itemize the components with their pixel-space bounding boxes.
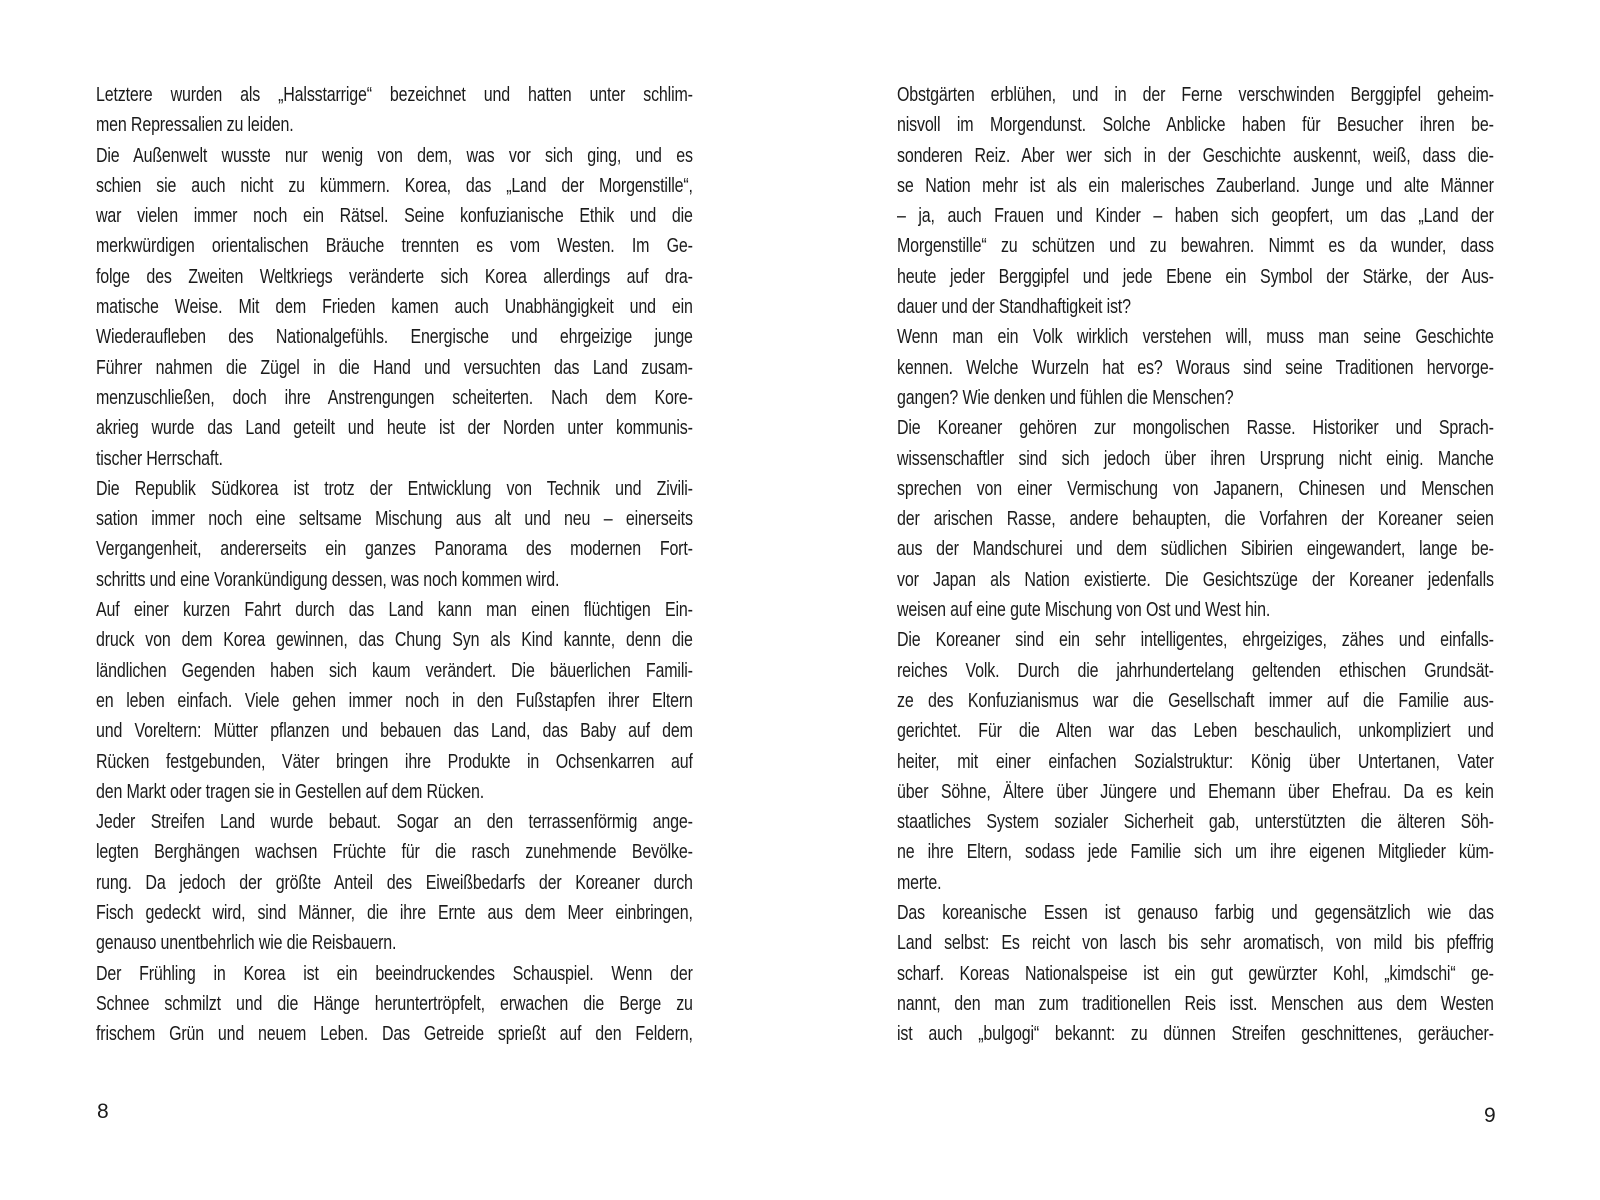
text-line: genauso unentbehrlich wie die Reisbauern.	[96, 932, 397, 955]
text-line: Auf einer kurzen Fahrt durch das Land kann man einen flüchtigen Ein-	[96, 599, 693, 622]
text-line: schritts und eine Vorankündigung dessen, was noch kommen wird.	[96, 568, 560, 591]
text-line: Morgenstille“ zu schützen und zu bewahren. Nimmt es da wunder, dass	[897, 235, 1494, 258]
text-line: Letztere wurden als „Halsstarrige“ bezeichnet und hatten unter schlim-	[96, 84, 693, 106]
text-line: frischem Grün und neuem Leben. Das Getreide sprießt auf den Feldern,	[96, 1023, 693, 1046]
text-line: Obstgärten erblühen, und in der Ferne verschwinden Berggipfel geheim-	[897, 84, 1494, 106]
text-line: kennen. Welche Wurzeln hat es? Woraus sind seine Traditionen hervorge-	[897, 356, 1494, 379]
text-line: heute jeder Berggipfel und jede Ebene ein Symbol der Stärke, der Aus-	[897, 265, 1494, 288]
text-line: Die Außenwelt wusste nur wenig von dem, was vor sich ging, und es	[96, 144, 693, 167]
text-line: Vergangenheit, andererseits ein ganzes Panorama des modernen Fort-	[96, 538, 693, 561]
text-line: merte.	[897, 871, 942, 894]
text-line: über Söhne, Ältere über Jüngere und Ehemann über Ehefrau. Da es kein	[897, 780, 1494, 803]
text-line: Der Frühling in Korea ist ein beeindruckendes Schauspiel. Wenn der	[96, 962, 693, 985]
text-line: Führer nahmen die Zügel in die Hand und versuchten das Land zusam-	[96, 356, 693, 379]
text-line: sation immer noch eine seltsame Mischung aus alt und neu – einerseits	[96, 508, 693, 531]
text-line: vor Japan als Nation existierte. Die Gesichtszüge der Koreaner jedenfalls	[897, 568, 1494, 591]
text-line: gangen? Wie denken und fühlen die Menschen?	[897, 386, 1234, 409]
text-line: matische Weise. Mit dem Frieden kamen auch Unabhängigkeit und ein	[96, 296, 693, 319]
text-line: reiches Volk. Durch die jahrhundertelang geltenden ethischen Grundsät-	[897, 659, 1494, 682]
text-line: war vielen immer noch ein Rätsel. Seine konfuzianische Ethik und die	[96, 205, 693, 228]
text-line: staatliches System sozialer Sicherheit gab, unterstützten die älteren Söh-	[897, 811, 1494, 834]
text-line: legten Berghängen wachsen Früchte für die rasch zunehmende Bevölke-	[96, 841, 693, 864]
text-line: aus der Mandschurei und dem südlichen Sibirien eingewandert, lange be-	[897, 538, 1494, 561]
text-line: rung. Da jedoch der größte Anteil des Eiweißbedarfs der Koreaner durch	[96, 871, 693, 894]
text-line: den Markt oder tragen sie in Gestellen auf dem Rücken.	[96, 780, 485, 803]
text-line: ze des Konfuzianismus war die Gesellschaft immer auf die Familie aus-	[897, 689, 1494, 712]
text-line: Rücken festgebunden, Väter bringen ihre Produkte in Ochsenkarren auf	[96, 750, 693, 773]
text-line: ländlichen Gegenden haben sich kaum verändert. Die bäuerlichen Famili-	[96, 659, 693, 682]
page-number-left: 8	[97, 1100, 109, 1123]
text-line: heiter, mit einer einfachen Sozialstruktur: König über Untertanen, Vater	[897, 750, 1494, 773]
text-line: en leben einfach. Viele gehen immer noch in den Fußstapfen ihrer Eltern	[96, 689, 693, 712]
text-line: weisen auf eine gute Mischung von Ost und West hin.	[897, 599, 1271, 622]
text-line: Die Koreaner gehören zur mongolischen Rasse. Historiker und Sprach-	[897, 417, 1494, 440]
text-line: druck von dem Korea gewinnen, das Chung Syn als Kind kannte, denn die	[96, 629, 693, 652]
text-line: gerichtet. Für die Alten war das Leben beschaulich, unkompliziert und	[897, 720, 1494, 743]
text-line: Das koreanische Essen ist genauso farbig und gegensätzlich wie das	[897, 902, 1494, 925]
text-line: Wenn man ein Volk wirklich verstehen will, muss man seine Geschichte	[897, 326, 1494, 349]
text-line: se Nation mehr ist als ein malerisches Zauberland. Junge und alte Männer	[897, 174, 1494, 197]
page-left-text-block	[96, 80, 693, 1050]
page-right-text-block	[897, 80, 1494, 1050]
text-line: Land selbst: Es reicht von lasch bis sehr aromatisch, von mild bis pfeffrig	[897, 932, 1494, 955]
text-line: Jeder Streifen Land wurde bebaut. Sogar an den terrassenförmig ange-	[96, 811, 693, 834]
text-line: Wiederaufleben des Nationalgefühls. Energische und ehrgeizige junge	[96, 326, 693, 349]
text-line: folge des Zweiten Weltkriegs veränderte sich Korea allerdings auf dra-	[96, 265, 693, 288]
text-line: tischer Herrschaft.	[96, 447, 223, 470]
text-line: merkwürdigen orientalischen Bräuche trennten es vom Westen. Im Ge-	[96, 235, 693, 258]
text-line: ne ihre Eltern, sodass jede Familie sich um ihre eigenen Mitglieder küm-	[897, 841, 1494, 864]
text-line: nisvoll im Morgendunst. Solche Anblicke haben für Besucher ihren be-	[897, 114, 1494, 137]
text-line: akrieg wurde das Land geteilt und heute ist der Norden unter kommunis-	[96, 417, 693, 440]
text-line: nannt, den man zum traditionellen Reis isst. Menschen aus dem Westen	[897, 992, 1494, 1015]
page-number-right: 9	[1484, 1104, 1496, 1127]
text-line: schien sie auch nicht zu kümmern. Korea, das „Land der Morgenstille“,	[96, 174, 693, 197]
text-line: wissenschaftler sind sich jedoch über ihren Ursprung nicht einig. Manche	[897, 447, 1494, 470]
text-line: scharf. Koreas Nationalspeise ist ein gut gewürzter Kohl, „kimdschi“ ge-	[897, 962, 1494, 985]
text-line: Die Republik Südkorea ist trotz der Entwicklung von Technik und Zivili-	[96, 477, 693, 500]
text-line: dauer und der Standhaftigkeit ist?	[897, 296, 1131, 319]
text-line: und Voreltern: Mütter pflanzen und bebauen das Land, das Baby auf dem	[96, 720, 693, 743]
text-line: men Repressalien zu leiden.	[96, 114, 294, 137]
text-line: Die Koreaner sind ein sehr intelligentes, ehrgeiziges, zähes und einfalls-	[897, 629, 1494, 652]
text-line: ist auch „bulgogi“ bekannt: zu dünnen Streifen geschnittenes, geräucher-	[897, 1023, 1494, 1046]
text-line: Fisch gedeckt wird, sind Männer, die ihre Ernte aus dem Meer einbringen,	[96, 902, 693, 925]
text-line: der arischen Rasse, andere behaupten, die Vorfahren der Koreaner seien	[897, 508, 1494, 531]
text-line: menzuschließen, doch ihre Anstrengungen scheiterten. Nach dem Kore-	[96, 386, 693, 409]
text-line: Schnee schmilzt und die Hänge heruntertröpfelt, erwachen die Berge zu	[96, 992, 693, 1015]
text-line: sprechen von einer Vermischung von Japanern, Chinesen und Menschen	[897, 477, 1494, 500]
text-line: sonderen Reiz. Aber wer sich in der Geschichte auskennt, weiß, dass die-	[897, 144, 1494, 167]
text-line: – ja, auch Frauen und Kinder – haben sich geopfert, um das „Land der	[897, 205, 1494, 228]
